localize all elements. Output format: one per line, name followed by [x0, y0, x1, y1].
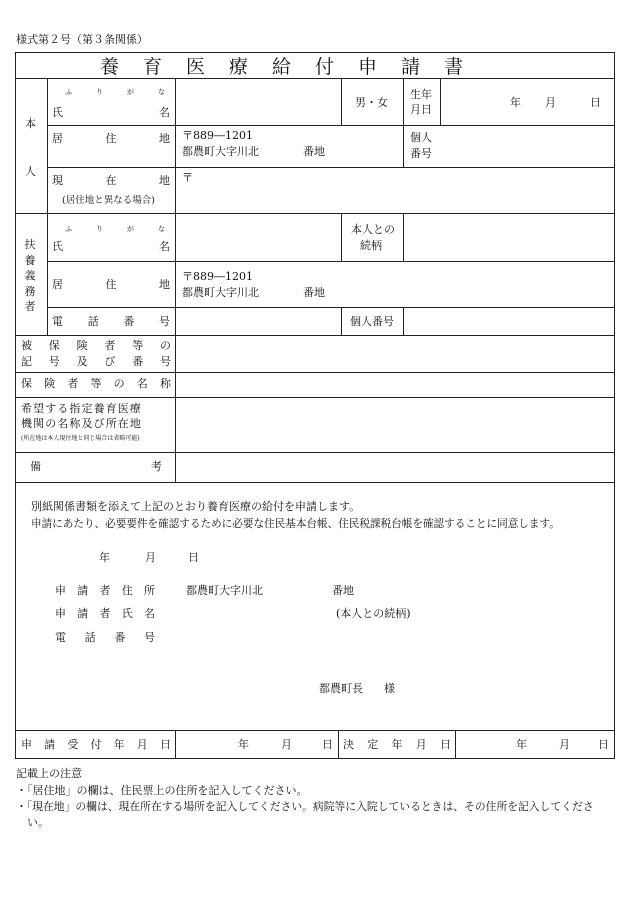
birth-month: 月	[545, 96, 556, 109]
guardian-furigana-label: ふ り が な	[65, 225, 165, 233]
birth-date-input[interactable]	[441, 79, 613, 125]
relation-label-1: 本人との	[351, 223, 395, 236]
self-postal-code: 〒889―1201	[182, 129, 253, 142]
relation-input[interactable]	[404, 214, 613, 261]
guardian-phone-input[interactable]	[176, 308, 340, 335]
current-address-note: (居住地と異なる場合)	[62, 195, 155, 206]
guardian-personal-number-input[interactable]	[404, 308, 613, 335]
section-guardian: 扶養義務者	[24, 238, 36, 313]
self-name-input[interactable]	[176, 79, 340, 125]
insured-label-2: 記 号 及 び 番 号	[21, 355, 171, 368]
addressee: 都農町長	[319, 682, 363, 695]
gender-select[interactable]: 男・女	[355, 96, 388, 109]
note-item: ・「居住地」の欄は、住民票上の住所を記入してください。	[16, 784, 308, 797]
form-title	[100, 56, 532, 78]
applicant-phone-label: 電 話 番 号	[55, 631, 155, 644]
phone-label: 電 話 番 号	[52, 315, 170, 328]
self-address-suffix: 番地	[303, 145, 325, 158]
addressee-honorific: 様	[384, 682, 395, 695]
decided-date-label: 決 定 年 月 日	[343, 738, 451, 751]
current-postal-mark: 〒	[182, 171, 193, 184]
birth-label-2: 月日	[410, 103, 432, 116]
decided-date-input[interactable]	[456, 731, 613, 758]
self-furigana-label: ふ り が な	[65, 88, 165, 96]
insurer-name-label: 保 険 者 等 の 名 称	[21, 377, 171, 390]
guardian-name-input[interactable]	[176, 214, 340, 261]
applicant-relation-note: (本人との続柄)	[336, 607, 411, 620]
current-address-label: 現 在 地	[52, 174, 170, 187]
applicant-address-suffix: 番地	[332, 584, 354, 597]
notes-heading: 記載上の注意	[16, 767, 82, 780]
applicant-name-label: 申 請 者 氏 名	[55, 607, 155, 620]
self-name-label: 氏 名	[52, 106, 170, 119]
relation-label-2: 続柄	[360, 239, 382, 252]
applicant-address: 都農町大字川北	[186, 584, 263, 597]
remarks-input[interactable]	[176, 453, 613, 482]
received-date-input[interactable]	[176, 731, 337, 758]
hospital-label-2: 機関の名称及び所在地	[21, 417, 142, 430]
decided-month: 月	[559, 738, 570, 751]
decided-year: 年	[516, 738, 527, 751]
self-address: 都農町大字川北	[182, 145, 259, 158]
declaration-month: 月	[145, 551, 156, 564]
guardian-personal-number-label: 個人番号	[350, 315, 394, 328]
form-number: 様式第２号（第３条関係）	[16, 33, 148, 46]
hospital-note: (所在地は本人現住地と同じ場合は省略可能)	[21, 435, 140, 442]
guardian-name-label: 氏 名	[52, 240, 170, 253]
section-self-char-2: 人	[25, 165, 36, 178]
form-title-text: 養育医療給付申請書	[100, 56, 488, 78]
insured-label-1: 被 保 険 者 等 の	[21, 339, 171, 352]
remarks-label: 備 考	[30, 460, 162, 473]
received-month: 月	[281, 738, 292, 751]
declaration-line-2: 申請にあたり、必要要件を確認するために必要な住民基本台帳、住民税課税台帳を確認することに同意します。	[31, 518, 560, 530]
declaration-line-1: 別紙関係書類を添えて上記のとおり養育医療の給付を申請します。	[31, 500, 361, 513]
decided-day: 日	[598, 738, 609, 751]
birth-day: 日	[590, 96, 601, 109]
self-residence-label: 居 住 地	[52, 132, 170, 145]
current-address-input[interactable]	[176, 168, 613, 213]
note-item: ・「現在地」の欄は、現在所在する場所を記入してください。病院等に入院しているときは、その住所を記入してくださ	[16, 800, 594, 813]
birth-year: 年	[510, 96, 521, 109]
received-day: 日	[322, 738, 333, 751]
guardian-postal-code: 〒889―1201	[182, 270, 253, 283]
insured-number-input[interactable]	[176, 336, 613, 372]
declaration-day: 日	[188, 551, 199, 564]
hospital-input[interactable]	[176, 398, 613, 452]
guardian-residence-label: 居 住 地	[52, 278, 170, 291]
self-personal-number-label-2: 番号	[410, 147, 432, 160]
insurer-name-input[interactable]	[176, 373, 613, 397]
birth-label-1: 生年	[410, 88, 432, 101]
hospital-label-1: 希望する指定養育医療	[21, 402, 142, 415]
section-self-char-1: 本	[25, 117, 36, 130]
declaration-year: 年	[99, 551, 110, 564]
applicant-address-label: 申 請 者 住 所	[55, 584, 155, 597]
self-personal-number-label-1: 個人	[410, 131, 432, 144]
guardian-address: 都農町大字川北	[182, 286, 259, 299]
note-item: い。	[27, 816, 49, 829]
self-personal-number-input[interactable]	[441, 126, 613, 167]
received-date-label: 申 請 受 付 年 月 日	[21, 738, 171, 751]
guardian-address-suffix: 番地	[303, 286, 325, 299]
received-year: 年	[238, 738, 249, 751]
